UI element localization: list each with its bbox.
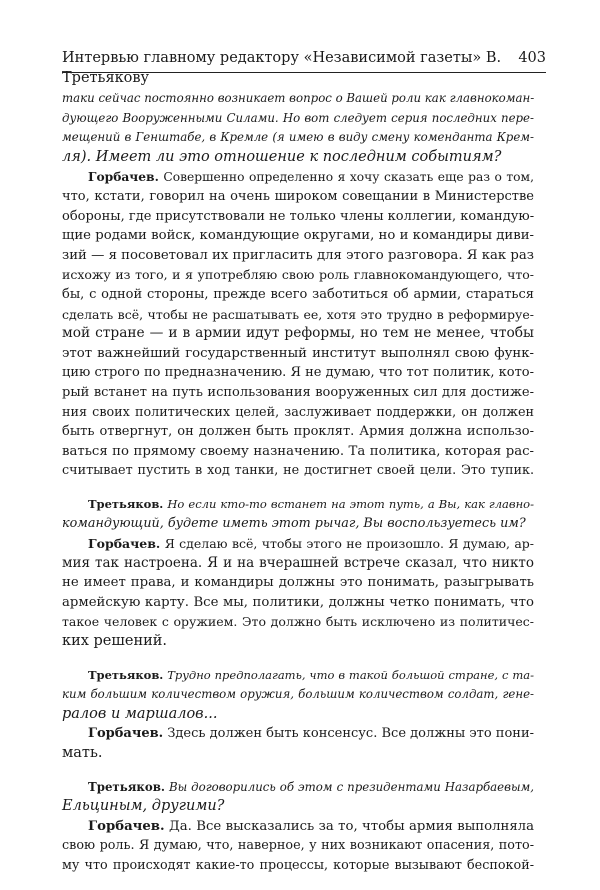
text-line [62,285,534,305]
text-line [62,461,534,481]
question-text: командующий, будете иметь этот рычаг, Вы воспользуетесь им? [62,516,526,532]
answer-text: ких решений. [62,633,168,650]
speaker-name: Горбачев. [88,536,161,552]
question-text: мещений в Генштабе, в Кремле (я имею в виду смену коменданта Крем- [62,130,534,145]
text-line [62,778,534,798]
text-line [62,207,534,227]
text-line [62,226,534,246]
question-text: Но если кто-то встанет на этот путь, а Вы, как главно- [163,496,534,511]
page-body-text [62,89,534,876]
text-line [62,324,534,344]
answer-text: Да. Все высказались за то, чтобы армия выполняла [164,818,534,834]
text-line [62,612,534,632]
text-line [62,685,534,705]
answer-text: ния своих политических целей, заслуживает поддержки, он должен [62,404,534,420]
answer-text: этот важнейший государственный институт выполнял свою функ- [62,345,534,361]
answer-text: му что происходят какие-то процессы, которые вызывают беспокой- [62,857,534,873]
text-line [62,128,534,148]
question-text: ким большим количеством оружия, большим количеством солдат, гене- [62,687,534,702]
text-line [62,187,534,207]
answer-text: мать. [62,745,103,761]
answer-text: армейскую карту. Все мы, политики, должны четко понимать, что [62,594,534,610]
text-line [62,817,534,837]
question-text: таки сейчас постоянно возникает вопрос о Вашей роли как главнокоман- [62,91,535,105]
text-line [62,666,534,686]
answer-text: быть отвергнут, он должен быть проклят. Армия должна использо- [62,424,534,440]
text-line [62,705,534,725]
answer-text: исхожу из того, и я употребляю свою роль главнокомандующего, что- [62,267,534,283]
paragraph-gap [62,764,534,778]
text-line [62,856,534,876]
question-text: Трудно предполагать, что в такой большой стране, с та- [163,667,534,682]
paragraph-gap [62,481,534,495]
text-line [62,495,534,515]
answer-text: ваться по прямому своему назначению. Та политика, которая рас- [62,443,534,459]
answer-text: Совершенно определенно я хочу сказать еще раз о том, [158,170,534,185]
text-line [62,573,534,593]
question-text: ля). Имеет ли это отношение к последним событиям? [62,148,502,165]
text-line [62,89,534,109]
running-header-title: Интервью главному редактору «Независимой газеты» В. Третьякову [62,50,502,86]
answer-text: обороны, где присутствовали не только члены коллегии, командую- [62,208,535,224]
answer-text: считывает пустить в ход танки, не достигнет своей цели. Это тупик. [62,463,534,479]
text-line [62,632,534,652]
text-line [62,797,534,817]
answer-text: цию строго по предназначению. Я не думаю, что тот политик, кото- [62,365,534,381]
text-line [62,305,534,325]
question-text: ралов и маршалов... [62,705,218,722]
answer-text: щие родами войск, командующие округами, но и командиры диви- [62,228,534,244]
page-number: 403 [518,50,546,66]
text-line [62,383,534,403]
text-line [62,836,534,856]
answer-text: мия так настроена. Я и на вчерашней встрече сказал, что никто [62,554,534,571]
answer-text: что, кстати, говорил на очень широком совещании в Министерстве [62,188,534,204]
answer-text: свою роль. Я думаю, что, наверное, у них возникают опасения, пото- [62,838,534,854]
text-line [62,344,534,364]
text-line [62,246,534,266]
answer-text: сделать всё, чтобы не расшатывать ее, хотя это трудно в реформируе- [62,306,534,322]
text-line [62,514,534,534]
answer-text: Здесь должен быть консенсус. Все должны это пони- [163,726,534,742]
running-header [62,48,546,88]
text-line [62,534,534,554]
text-line [62,724,534,744]
answer-text: бы, с одной стороны, прежде всего заботиться об армии, стараться [62,286,534,302]
text-line [62,167,534,187]
answer-text: такое человек с оружием. Это должно быть исключено из политичес- [62,614,534,630]
text-line [62,442,534,462]
text-line [62,148,534,168]
speaker-name: Третьяков. [88,496,164,511]
answer-text: Я сделаю всё, чтобы этого не произошло. Я думаю, ар- [160,536,534,552]
paragraph-gap [62,652,534,666]
answer-text: зий — я посоветовал их пригласить для этого разговора. Я как раз [62,247,534,263]
answer-text: не имеет права, и командиры должны это понимать, разыгрывать [62,575,534,591]
text-line [62,744,534,764]
header-rule [62,72,546,73]
text-line [62,265,534,285]
speaker-name: Горбачев. [88,726,164,742]
answer-text: рый встанет на путь использования вооруженных сил для достиже- [62,384,534,400]
text-line [62,554,534,574]
text-line [62,403,534,423]
question-text: дующего Вооруженными Силами. Но вот следует серия последних пере- [62,110,534,125]
speaker-name: Третьяков. [88,779,165,794]
speaker-name: Горбачев. [88,818,165,834]
answer-text: мой стране — и в армии идут реформы, но тем не менее, чтобы [62,325,534,342]
question-text: Ельциным, другими? [62,798,225,815]
speaker-name: Третьяков. [88,667,164,682]
text-line [62,109,534,129]
text-line [62,593,534,613]
text-line [62,363,534,383]
text-line [62,422,534,442]
question-text: Вы договорились об этом с президентами Назарбаевым, [164,779,534,794]
speaker-name: Горбачев. [88,169,159,185]
